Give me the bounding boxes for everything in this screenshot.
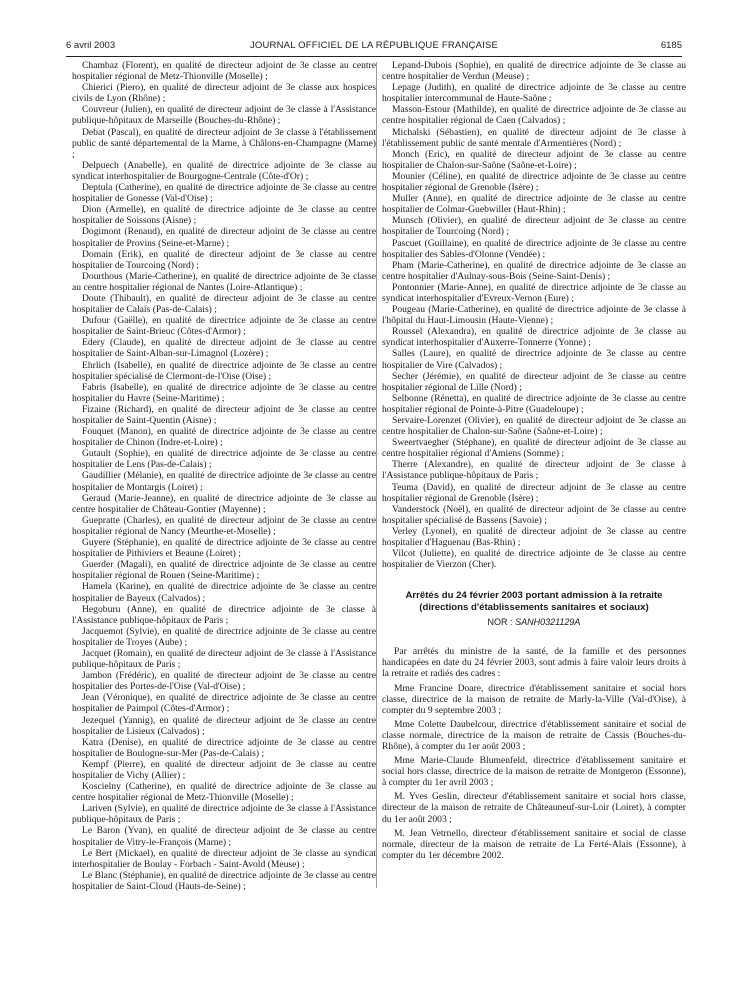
right-column bbox=[382, 60, 686, 864]
appointment-entry: Koscielny (Catherine), en qualité de directrice adjointe de 3e classe au centre hospitalier régional de Metz-Thionville (Moselle) ; bbox=[72, 781, 376, 804]
appointment-entry: Katra (Denise), en qualité de directrice adjointe de 3e classe au centre hospitalier de Boulogne-sur-Mer (Pas-de-Calais) ; bbox=[72, 736, 376, 759]
appointment-entry: Guerder (Magali), en qualité de directrice adjointe de 3e classe au centre hospitalier régional de Rouen (Seine-Maritime) ; bbox=[72, 559, 376, 582]
appointment-entry: Teuma (David), en qualité de directeur adjoint de 3e classe au centre hospitalier régional de Grenoble (Isère) ; bbox=[382, 481, 686, 504]
appointment-entry: Deptula (Catherine), en qualité de directrice adjointe de 3e classe au centre hospitalier de Gonesse (Val-d'Oise) ; bbox=[72, 182, 376, 205]
appointment-entry: Muller (Anne), en qualité de directrice adjointe de 3e classe au centre hospitalier de Colmar-Guebwiller (Haut-Rhin) ; bbox=[382, 193, 686, 216]
appointment-entry: Vanderstock (Noël), en qualité de directeur adjoint de 3e classe au centre hospitalier spécialisé de Bassens (Savoie) ; bbox=[382, 503, 686, 526]
section-title-line2: (directions d'établissements sanitaires et sociaux) bbox=[419, 601, 649, 613]
appointment-entry: Verley (Lyonel), en qualité de directeur adjoint de 3e classe au centre hospitalier d'Haguenau (Bas-Rhin) ; bbox=[382, 525, 686, 549]
retirement-entry: M. Jean Vetrnello, directeur d'établissement sanitaire et social de classe normale, directeur de la maison de retraite de La Ferté-Alais (Essonne), à compter du 1er décembre 2002. bbox=[382, 827, 686, 861]
appointment-entry: Jambon (Frédéric), en qualité de directeur adjoint de 3e classe au centre hospitalier des Portes-de-l'Oise (Val-d'Oise) ; bbox=[72, 670, 376, 693]
appointment-entry: Guyere (Stéphanie), en qualité de directrice adjointe de 3e classe au centre hospitalier de Pithiviers et Beaune (Loiret) ; bbox=[72, 537, 376, 560]
appointment-entry: Chambaz (Florent), en qualité de directeur adjoint de 3e classe au centre hospitalier régional de Metz-Thionville (Moselle) ; bbox=[72, 60, 376, 83]
page-header bbox=[66, 40, 682, 54]
appointment-entry: Le Bert (Mickael), en qualité de directeur adjoint de 3e classe au syndicat interhospitalier de Boulay - Forbach - Saint-Avold (Meuse) ; bbox=[72, 847, 376, 870]
appointment-entry: Fizaine (Richard), en qualité de directeur adjoint de 3e classe au centre hospitalier de Saint-Quentin (Aisne) ; bbox=[72, 403, 376, 426]
appointment-entry: Debat (Pascal), en qualité de directeur adjoint de 3e classe à l'établissement public de santé départemental de la Marne, à Châlons-en-Champagne (Marne) ; bbox=[72, 126, 376, 160]
appointment-entry: Servaire-Lorenzet (Olivier), en qualité de directeur adjoint de 3e classe au centre hospitalier de Chalon-sur-Saône (Saône-et-Loire) ; bbox=[382, 415, 686, 438]
appointment-entry: Munsch (Olivier), en qualité de directeur adjoint de 3e classe au centre hospitalier de Tourcoing (Nord) ; bbox=[382, 215, 686, 238]
retirement-entry: Mme Francine Doare, directrice d'établissement sanitaire et social hors classe, directrice de la maison de retraite de Marly-la-Ville (Val-d'Oise), à compter du 9 septembre 2003 ; bbox=[382, 682, 686, 716]
appointment-entry: Ehrlich (Isabelle), en qualité de directrice adjointe de 3e classe au centre hospitalier spécialisé de Clermont-de-l'Oise (Oise) ; bbox=[72, 359, 376, 382]
column-separator bbox=[376, 62, 377, 888]
appointment-entry: Kempf (Pierre), en qualité de directeur adjoint de 3e classe au centre hospitalier de Vichy (Allier) ; bbox=[72, 758, 376, 781]
appointment-entry: Dogimont (Renaud), en qualité de directeur adjoint de 3e classe au centre hospitalier de Provins (Seine-et-Marne) ; bbox=[72, 226, 376, 249]
appointment-entry: Dion (Armelle), en qualité de directrice adjointe de 3e classe au centre hospitalier de Soissons (Aisne) ; bbox=[72, 204, 376, 227]
header-date: 6 avril 2003 bbox=[66, 40, 116, 51]
appointment-entry: Fabris (Isabelle), en qualité de directrice adjointe de 3e classe au centre hospitalier du Havre (Seine-Maritime) ; bbox=[72, 381, 376, 404]
retirement-entry: M. Yves Geslin, directeur d'établissement sanitaire et social hors classe, directeur de la maison de retraite de Châteauneuf-sur-Loir (Loiret), à compter du 1er août 2003 ; bbox=[382, 791, 686, 825]
appointment-entry: Vilcot (Juliette), en qualité de directrice adjointe de 3e classe au centre hospitalier de Vierzon (Cher). bbox=[382, 548, 686, 571]
appointment-entry: Edery (Claude), en qualité de directeur adjoint de 3e classe au centre hospitalier de Saint-Alban-sur-Limagnol (Lozère) ; bbox=[72, 337, 376, 360]
appointment-entry: Gaudillier (Mélanie), en qualité de directrice adjointe de 3e classe au centre hospitalier de Montargis (Loiret) ; bbox=[72, 470, 376, 493]
appointment-entry: Jean (Véronique), en qualité de directrice adjointe de 3e classe au centre hospitalier de Paimpol (Côtes-d'Armor) ; bbox=[72, 692, 376, 715]
header-rule bbox=[66, 56, 682, 57]
appointment-entry: Masson-Estour (Mathilde), en qualité de directrice adjointe de 3e classe au centre hospitalier régional de Caen (Calvados) ; bbox=[382, 104, 686, 127]
appointment-entry: Gutault (Sophie), en qualité de directrice adjointe de 3e classe au centre hospitalier de Lens (Pas-de-Calais) ; bbox=[72, 448, 376, 471]
appointment-entry: Pougeau (Marie-Catherine), en qualité de directrice adjointe de 3e classe à l'hôpital du Haut-Limousin (Haute-Vienne) ; bbox=[382, 304, 686, 327]
appointment-entry: Roussel (Alexandra), en qualité de directrice adjointe de 3e classe au syndicat interhospitalier d'Auxerre-Tonnerre (Yonne) ; bbox=[382, 326, 686, 349]
appointment-entry: Lepand-Dubois (Sophie), en qualité de directrice adjointe de 3e classe au centre hospitalier de Verdun (Meuse) ; bbox=[382, 60, 686, 83]
appointment-entry: Hamela (Karine), en qualité de directrice adjointe de 3e classe au centre hospitalier de Bayeux (Calvados) ; bbox=[72, 581, 376, 604]
appointment-entry: Guepratte (Charles), en qualité de directeur adjoint de 3e classe au centre hospitalier régional de Nancy (Meurthe-et-Moselle) ; bbox=[72, 514, 376, 537]
appointment-entry: Pham (Marie-Catherine), en qualité de directrice adjointe de 3e classe au centre hospitalier d'Aulnay-sous-Bois (Seine-Saint-Denis) ; bbox=[382, 259, 686, 282]
retirement-entry: Mme Colette Daubelcour, directrice d'établissement sanitaire et social de classe normale, directrice de la maison de retraite de Cassis (Bouches-du-Rhône), à compter du 1er août 2003 ; bbox=[382, 718, 686, 752]
appointment-entry: Hegoburu (Anne), en qualité de directrice adjointe de 3e classe à l'Assistance publique-hôpitaux de Paris ; bbox=[72, 603, 376, 626]
appointment-entry: Le Blanc (Stéphanie), en qualité de directrice adjointe de 3e classe au centre hospitalier de Saint-Cloud (Hauts-de-Seine) ; bbox=[72, 869, 376, 892]
appointment-entry: Doute (Thibault), en qualité de directeur adjoint de 3e classe au centre hospitalier de Calais (Pas-de-Calais) ; bbox=[72, 292, 376, 316]
appointment-entry: Salles (Laure), en qualité de directrice adjointe de 3e classe au centre hospitalier de Vire (Calvados) ; bbox=[382, 348, 686, 371]
appointment-entry: Dufour (Gaëlle), en qualité de directrice adjointe de 3e classe au centre hospitalier de Saint-Brieuc (Côtes-d'Armor) ; bbox=[72, 315, 376, 338]
appointment-entry: Monch (Eric), en qualité de directeur adjoint de 3e classe au centre hospitalier de Chalon-sur-Saône (Saône-et-Loire) ; bbox=[382, 148, 686, 171]
appointment-entry: Sweertvaegher (Stéphane), en qualité de directeur adjoint de 3e classe au centre hospitalier régional d'Amiens (Somme) ; bbox=[382, 437, 686, 460]
right-entries bbox=[382, 60, 686, 570]
section-paragraphs bbox=[382, 683, 686, 861]
appointment-entry: Therre (Alexandre), en qualité de directeur adjoint de 3e classe à l'Assistance publique-hôpitaux de Paris ; bbox=[382, 459, 686, 482]
nor-code: SANH0321129A bbox=[515, 617, 581, 628]
appointment-entry: Jacquet (Romain), en qualité de directeur adjoint de 3e classe à l'Assistance publique-hôpitaux de Paris ; bbox=[72, 647, 376, 671]
appointment-entry: Couvreur (Julien), en qualité de directeur adjoint de 3e classe à l'Assistance publique-hôpitaux de Marseille (Bouches-du-Rhône) ; bbox=[72, 104, 376, 127]
appointment-entry: Pascuet (Guillaine), en qualité de directrice adjointe de 3e classe au centre hospitalier des Sables-d'Olonne (Vendée) ; bbox=[382, 237, 686, 260]
appointment-entry: Selbonne (Rénetta), en qualité de directrice adjointe de 3e classe au centre hospitalier régional de Pointe-à-Pitre (Guadeloupe) ; bbox=[382, 392, 686, 415]
appointment-entry: Michalski (Sébastien), en qualité de directeur adjoint de 3e classe à l'établissement public de santé mentale d'Armentières (Nord) ; bbox=[382, 126, 686, 149]
retirement-entry: Mme Marie-Claude Blumenfeld, directrice d'établissement sanitaire et social hors classe, directrice de la maison de retraite de Montgeron (Essonne), à compter du 1er avril 2003 ; bbox=[382, 755, 686, 789]
section-title-line1: Arrêtés du 24 février 2003 portant admission à la retraite bbox=[405, 590, 663, 602]
appointment-entry: Jacquemot (Sylvie), en qualité de directrice adjointe de 3e classe au centre hospitalier de Troyes (Aube) ; bbox=[72, 625, 376, 648]
appointment-entry: Lepage (Judith), en qualité de directrice adjointe de 3e classe au centre hospitalier intercommunal de Haute-Saône ; bbox=[382, 82, 686, 105]
appointment-entry: Delpuech (Anabelle), en qualité de directrice adjointe de 3e classe au syndicat interhospitalier de Bourgogne-Centrale (Côte-d'Or) ; bbox=[72, 159, 376, 182]
appointment-entry: Domain (Erik), en qualité de directeur adjoint de 3e classe au centre hospitalier de Tourcoing (Nord) ; bbox=[72, 248, 376, 271]
appointment-entry: Geraud (Marie-Jeanne), en qualité de directrice adjointe de 3e classe au centre hospitalier de Château-Gontier (Mayenne) ; bbox=[72, 492, 376, 515]
appointment-entry: Secher (Jérémie), en qualité de directeur adjoint de 3e classe au centre hospitalier régional de Lille (Nord) ; bbox=[382, 370, 686, 393]
appointment-entry: Fouquet (Manon), en qualité de directrice adjointe de 3e classe au centre hospitalier de Chinon (Indre-et-Loire) ; bbox=[72, 426, 376, 449]
header-title: JOURNAL OFFICIEL DE LA RÉPUBLIQUE FRANÇAISE bbox=[249, 40, 499, 51]
nor-reference bbox=[382, 617, 686, 628]
left-column bbox=[72, 60, 376, 892]
appointment-entry: Pontonnier (Marie-Anne), en qualité de directrice adjointe de 3e classe au syndicat interhospitalier d'Evreux-Vernon (Eure) ; bbox=[382, 281, 686, 304]
appointment-entry: Mounier (Céline), en qualité de directrice adjointe de 3e classe au centre hospitalier régional de Grenoble (Isère) ; bbox=[382, 170, 686, 194]
appointment-entry: Chierici (Piero), en qualité de directeur adjoint de 3e classe aux hospices civils de Lyon (Rhône) ; bbox=[72, 82, 376, 105]
section-intro: Par arrêtés du ministre de la santé, de la famille et des personnes handicapées en date du 24 février 2003, sont admis à faire valoir leurs droits à la retraite et radiés des cadres : bbox=[382, 646, 686, 680]
nor-label: NOR : bbox=[487, 617, 513, 628]
section-title bbox=[382, 590, 686, 613]
appointment-entry: Le Baron (Yvan), en qualité de directeur adjoint de 3e classe au centre hospitalier de Vitry-le-François (Marne) ; bbox=[72, 825, 376, 848]
appointment-entry: Lariven (Sylvie), en qualité de directrice adjointe de 3e classe à l'Assistance publique-hôpitaux de Paris ; bbox=[72, 803, 376, 826]
page-number: 6185 bbox=[660, 40, 682, 51]
appointment-entry: Dourthous (Marie-Catherine), en qualité de directrice adjointe de 3e classe au centre hospitalier régional de Nantes (Loire-Atlantique) ; bbox=[72, 270, 376, 293]
appointment-entry: Jezequel (Yannig), en qualité de directeur adjoint de 3e classe au centre hospitalier de Lisieux (Calvados) ; bbox=[72, 714, 376, 737]
